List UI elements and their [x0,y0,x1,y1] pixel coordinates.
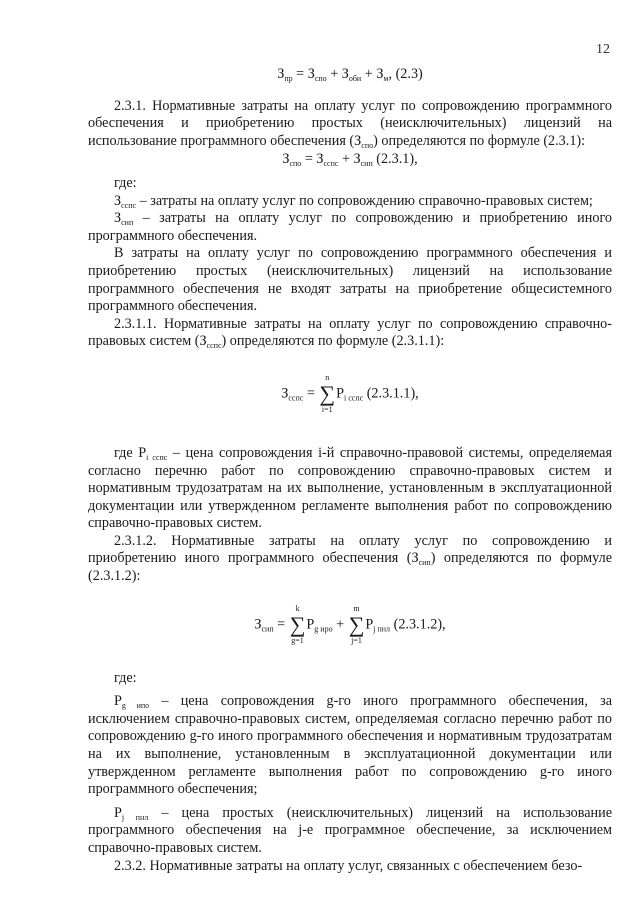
document-body [88,60,612,875]
where-label-1: где: [114,174,137,191]
definition-sip: $З_{сип}$ – затраты на оплату услуг по сопровождению и приобретению иного программного обеспечения. [88,210,612,244]
definition-sspc: $З_{сспс}$ – затраты на оплату услуг по сопровождению справочно-правовых систем; [114,192,593,210]
formula-2-3: $З_{пр} = З_{спо} + З_{оби} + З_м$, (2.3) [277,66,423,83]
definition-pg-ipo: $P_{g ипо}$ – цена сопровождения g-го иного программного обеспечения, за исключением справочно-правовых систем, определяемая согласно перечню работ по сопровождению g-го иного программного обеспечения и нормативным трудозатратам на их выполнение, установленным в эксплуатационной документации или утвержденном регламенте выполнения работ по сопровождению g-го иного программного обеспечения; [88,693,612,798]
page-number: 12 [596,42,610,57]
formula-2-3-1: $З_{спо} = З_{сспс} + З_{сип}$ (2.3.1), [282,151,418,169]
paragraph-2-3-1-1: 2.3.1.1. Нормативные затраты на оплату услуг по сопровождению справочно-правовых систем $(З_{сспс})$ определяются по формуле (2.3.1.1): [88,315,612,351]
formula-2-3-1-1: $З_{сспс}$ = n ∑ i=1 $P_{i сспс}$ (2.3.1.1), [281,372,419,414]
paragraph-note: В затраты на оплату услуг по сопровождению программного обеспечения и приобретению простых (неисключительных) лицензий на использование программного обеспечения не входят затраты на приобретение общесистемного программного обеспечения. [88,245,612,315]
where-label-2: где: [114,669,137,686]
paragraph-2-3-1: 2.3.1. Нормативные затраты на оплату услуг по сопровождению программного обеспечения и приобретению простых (неисключительных) лицензий на использование программного обеспечения $(З_{спо})$ определяются по формуле (2.3.1): [88,97,612,150]
sum-symbol: m ∑ j=1 [348,603,365,645]
formula-2-3-1-2: $З_{сип}$ = k ∑ g=1 $P_{g иро}$ + m ∑ j=1 $P_{j пнл}$ (2.3.1.2), [254,603,446,645]
sum-symbol: n ∑ i=1 [319,372,336,414]
definition-pi-sspc: где $P_{i сспс}$ – цена сопровождения i-й справочно-правовой системы, определяемая согласно перечню работ по сопровождению справочно-правовых систем и нормативным трудозатратам на их выполнение, установленным в эксплуатационной документации или утвержденном регламенте выполнения работ по сопровождению справочно-правовых систем. [88,444,612,532]
paragraph-2-3-2: 2.3.2. Нормативные затраты на оплату услуг, связанных с обеспечением безо- [114,857,583,874]
sum-symbol: k ∑ g=1 [289,603,306,645]
paragraph-2-3-1-2: 2.3.1.2. Нормативные затраты на оплату услуг по сопровождению и приобретению иного программного обеспечения $(З_{сип})$ определяются по формуле (2.3.1.2): [88,532,612,585]
definition-pj-pnl: $P_{j пнл}$ – цена простых (неисключительных) лицензий на использование программного обеспечения на j-е программное обеспечение, за исключением справочно-правовых систем. [88,804,613,856]
